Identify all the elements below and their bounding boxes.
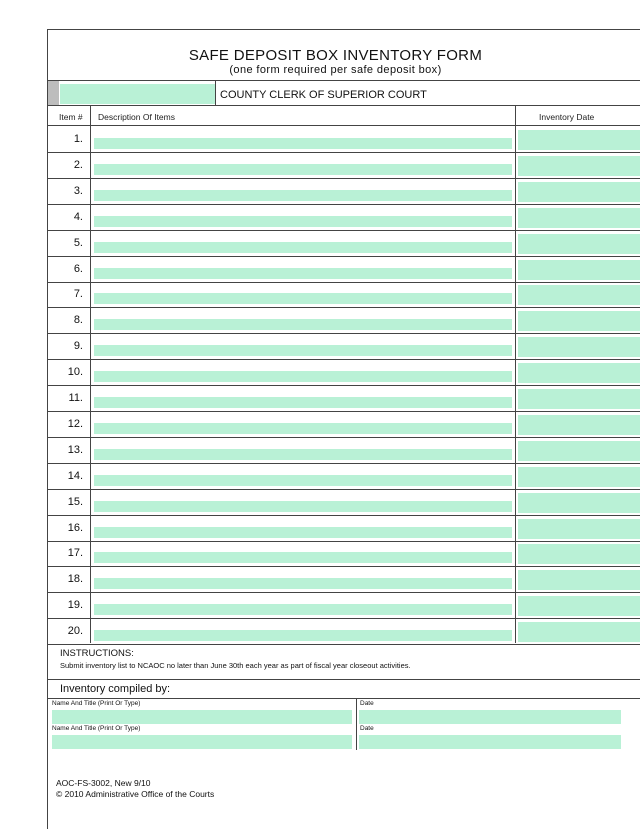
description-input[interactable] <box>94 164 512 175</box>
inventory-date-input[interactable] <box>518 544 640 564</box>
date-input[interactable] <box>359 710 621 724</box>
compiled-by-label: Inventory compiled by: <box>60 683 171 695</box>
item-number: 17. <box>67 547 83 560</box>
inventory-date-input[interactable] <box>518 156 640 176</box>
form-title: SAFE DEPOSIT BOX INVENTORY FORM <box>188 47 483 64</box>
table-row <box>48 333 640 360</box>
description-input[interactable] <box>94 423 512 434</box>
table-row <box>48 126 640 153</box>
table-row <box>48 152 640 179</box>
item-number: 4. <box>73 210 83 223</box>
table-row <box>48 230 640 257</box>
description-input[interactable] <box>94 216 512 227</box>
description-input[interactable] <box>94 449 512 460</box>
form-id: AOC-FS-3002, New 9/10 <box>56 778 151 788</box>
copyright: © 2010 Administrative Office of the Courts <box>56 789 215 799</box>
item-number: 18. <box>67 573 83 586</box>
item-number: 5. <box>73 236 83 249</box>
name-title-input[interactable] <box>52 735 352 749</box>
inventory-date-input[interactable] <box>518 389 640 409</box>
description-input[interactable] <box>94 319 512 330</box>
inventory-date-input[interactable] <box>518 234 640 254</box>
inventory-date-input[interactable] <box>518 363 640 383</box>
description-input[interactable] <box>94 604 512 615</box>
side-gray-cell <box>48 81 59 105</box>
description-input[interactable] <box>94 578 512 589</box>
county-input[interactable] <box>60 84 215 104</box>
table-row <box>48 178 640 205</box>
inventory-date-input[interactable] <box>518 570 640 590</box>
item-number: 1. <box>73 133 83 145</box>
item-number: 19. <box>67 599 83 612</box>
table-row <box>48 281 640 308</box>
inventory-date-input[interactable] <box>518 311 640 331</box>
signature-column-divider <box>356 698 357 750</box>
inventory-date-input[interactable] <box>518 285 640 305</box>
inventory-date-input[interactable] <box>518 208 640 228</box>
table-row <box>48 307 640 334</box>
table-row <box>48 359 640 386</box>
name-title-label: Name And Title (Print Or Type) <box>52 725 141 732</box>
table-row <box>48 566 640 593</box>
item-number: 16. <box>67 521 83 534</box>
inventory-date-input[interactable] <box>518 519 640 539</box>
inventory-form <box>47 29 640 829</box>
inventory-date-input[interactable] <box>518 596 640 616</box>
county-row <box>48 80 640 106</box>
item-number: 11. <box>68 392 83 404</box>
table-row <box>48 437 640 464</box>
date-input[interactable] <box>359 735 621 749</box>
item-number: 2. <box>73 158 83 171</box>
table-row <box>48 204 640 231</box>
table-row <box>48 592 640 619</box>
item-number: 8. <box>73 314 83 327</box>
description-input[interactable] <box>94 501 512 512</box>
item-number: 15. <box>67 495 83 508</box>
instructions <box>60 648 411 670</box>
description-input[interactable] <box>94 527 512 538</box>
column-header-item: Item # <box>59 112 83 122</box>
inventory-date-input[interactable] <box>518 622 640 642</box>
table-row <box>48 515 640 542</box>
county-divider <box>215 81 216 105</box>
item-number: 3. <box>73 184 83 197</box>
inventory-date-input[interactable] <box>518 260 640 280</box>
column-header-date: Inventory Date <box>539 112 595 122</box>
description-input[interactable] <box>94 630 512 641</box>
item-number: 7. <box>73 288 83 301</box>
description-input[interactable] <box>94 242 512 253</box>
inventory-date-input[interactable] <box>518 337 640 357</box>
inventory-date-input[interactable] <box>518 415 640 435</box>
form-subtitle: (one form required per safe deposit box) <box>229 64 442 76</box>
table-row <box>48 411 640 438</box>
inventory-date-input[interactable] <box>518 182 640 202</box>
inventory-date-input[interactable] <box>518 493 640 513</box>
inventory-date-input[interactable] <box>518 441 640 461</box>
item-number: 12. <box>67 417 83 430</box>
instructions-text: Submit inventory list to NCAOC no later than June 30th each year as part of fiscal year closeout activities. <box>60 661 411 670</box>
item-number: 9. <box>73 340 83 353</box>
name-title-input[interactable] <box>52 710 352 724</box>
item-number: 6. <box>73 262 83 275</box>
date-label: Date <box>360 700 374 707</box>
description-input[interactable] <box>94 371 512 382</box>
instructions-divider <box>48 679 640 680</box>
table-row <box>48 540 640 567</box>
item-number: 20. <box>67 625 83 638</box>
item-number: 10. <box>67 366 83 379</box>
county-label: COUNTY CLERK OF SUPERIOR COURT <box>220 89 427 101</box>
table-row <box>48 463 640 490</box>
description-input[interactable] <box>94 345 512 356</box>
column-header-description: Description Of Items <box>98 112 175 122</box>
table-row <box>48 385 640 412</box>
description-input[interactable] <box>94 552 512 563</box>
description-input[interactable] <box>94 138 512 149</box>
description-input[interactable] <box>94 268 512 279</box>
date-label: Date <box>360 725 374 732</box>
inventory-date-input[interactable] <box>518 467 640 487</box>
name-title-label: Name And Title (Print Or Type) <box>52 700 141 707</box>
description-input[interactable] <box>94 190 512 201</box>
table-row <box>48 618 640 645</box>
description-input[interactable] <box>94 293 512 304</box>
description-input[interactable] <box>94 475 512 486</box>
table-row <box>48 256 640 283</box>
description-input[interactable] <box>94 397 512 408</box>
instructions-heading: INSTRUCTIONS: <box>60 648 134 659</box>
item-number: 13. <box>67 443 83 456</box>
compiled-divider <box>48 698 640 699</box>
item-number: 14. <box>67 469 83 482</box>
inventory-date-input[interactable] <box>518 130 640 150</box>
table-row <box>48 489 640 516</box>
